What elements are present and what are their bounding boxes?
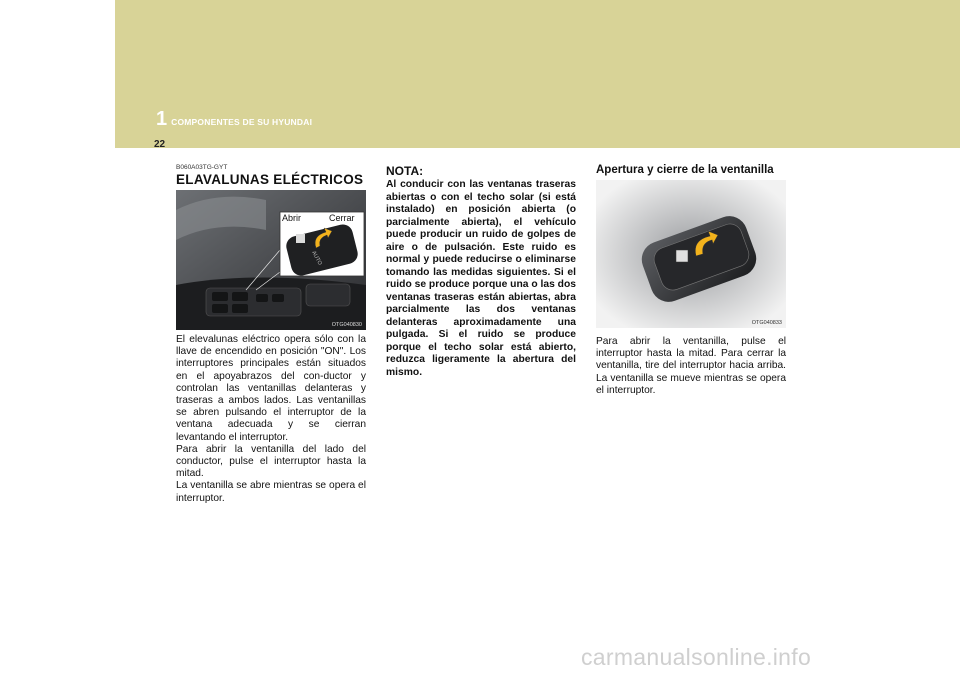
armrest-switch-photo	[176, 190, 366, 330]
photo-label-close: Cerrar	[329, 213, 355, 223]
paragraph-1: El elevalunas eléctrico opera sólo con la llave de encendido en posición "ON". Los interruptores principales están situados en el apoyabrazos del con-ductor y controlan las ventanillas delanteras y traseras a ambos lados. Las ventanillas se abren pulsando el interruptor de la ventana adecuada y se cierran levantando el interruptor.	[176, 334, 366, 443]
paragraph-2: Para abrir la ventanilla del lado del conductor, pulse el interruptor hasta la mitad.	[176, 443, 366, 480]
page-number: 22	[154, 139, 166, 150]
chapter-header	[156, 108, 312, 131]
section-code: B060A03TG-GYT	[176, 164, 228, 171]
column-power-windows	[176, 164, 366, 505]
photo-label-auto: AUTO	[310, 250, 323, 267]
chapter-number: 1	[156, 108, 168, 130]
header-divider	[141, 148, 960, 151]
header-tab	[141, 132, 960, 148]
window-operation-text: Para abrir la ventanilla, pulse el interruptor hasta la mitad. Para cerrar la ventanilla, tire del interruptor hacia arriba. La ventanilla se mueve mientras se opera el interruptor.	[596, 336, 786, 396]
column-note	[386, 164, 576, 379]
armrest-switch-illustration	[176, 190, 366, 330]
column-window-operation	[596, 164, 786, 397]
section-heading: ELAVALUNAS ELÉCTRICOS	[176, 172, 364, 187]
paragraph-3: La ventanilla se abre mientras se opera el interruptor.	[176, 480, 366, 504]
chapter-title: COMPONENTES DE SU HYUNDAI	[171, 117, 313, 127]
photo-caption: OTG040830	[331, 322, 362, 328]
watermark: carmanualsonline.info	[581, 644, 812, 670]
power-windows-text	[176, 334, 366, 505]
window-switch-photo	[596, 180, 786, 328]
window-switch-illustration	[596, 180, 786, 328]
note-text: Al conducir con las ventanas traseras abiertas o con el techo solar (si está instalado) en posición abierta (o parcialmente abierta), el vehículo puede producir un ruido de golpes de aire o de pulsación. Este ruido es normal y puede reducirse o eliminarse tomando las medidas siguientes. Si el ruido se produce porque una o las dos ventanas traseras están abiertas, abra parcialmente las dos ventanas delanteras aproximadamente una pulgada. Si el ruido se produce porque el techo solar está abierto, reduzca ligeramente la abertura del mismo.	[386, 179, 576, 378]
note-title: NOTA:	[386, 164, 424, 178]
subsection-heading: Apertura y cierre de la ventanilla	[596, 164, 774, 176]
photo-label-open: Abrir	[282, 213, 302, 223]
photo-caption: OTG040833	[751, 320, 782, 326]
